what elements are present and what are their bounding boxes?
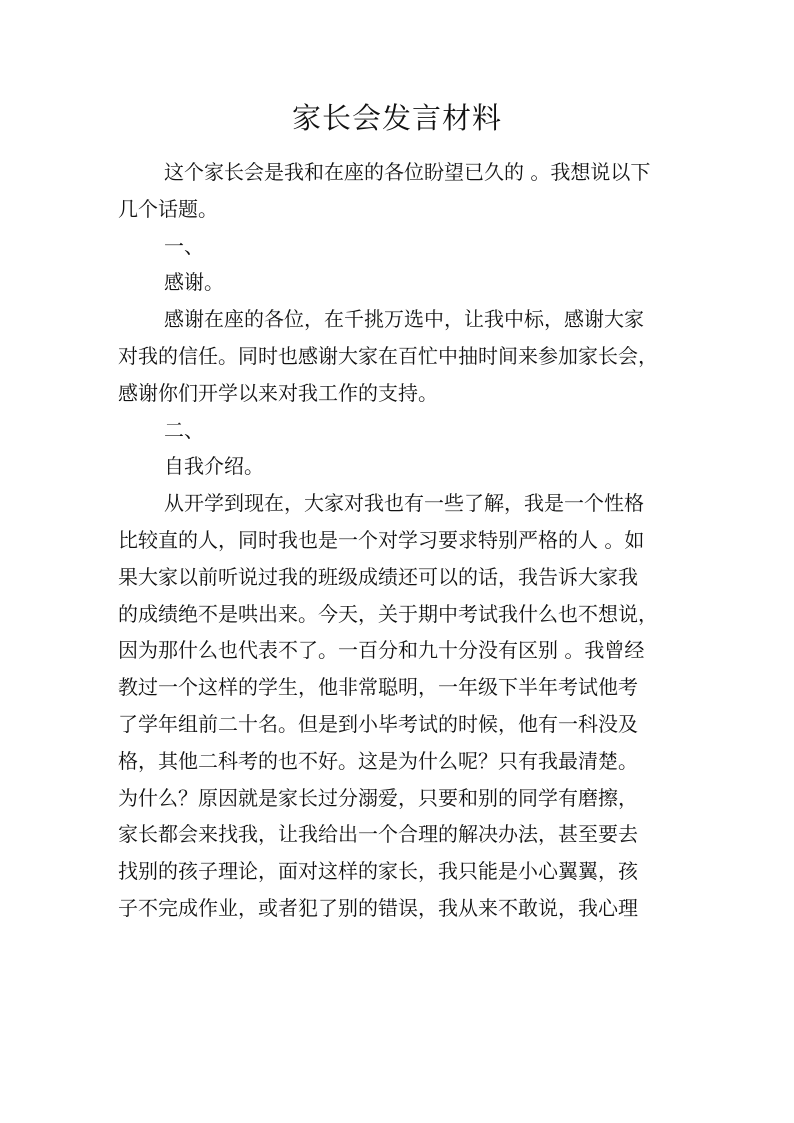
section-heading: 感谢。 <box>164 270 224 295</box>
body-line: 对我的信任。同时也感谢大家在百忙中抽时间来参加家长会， <box>118 343 658 368</box>
section-number: 一、 <box>164 233 204 258</box>
body-line: 果大家以前听说过我的班级成绩还可以的话，我告诉大家我 <box>118 564 638 589</box>
body-line: 感谢你们开学以来对我工作的支持。 <box>118 380 438 405</box>
body-line: 为什么？原因就是家长过分溺爱，只要和别的同学有磨擦， <box>118 785 638 810</box>
body-line: 感谢在座的各位，在千挑万选中，让我中标，感谢大家 <box>164 307 644 332</box>
document-body <box>118 154 674 927</box>
body-line: 的成绩绝不是哄出来。今天，关于期中考试我什么也不想说， <box>118 601 658 626</box>
body-line: 从开学到现在，大家对我也有一些了解，我是一个性格 <box>164 491 644 516</box>
body-line: 子不完成作业，或者犯了别的错误，我从来不敢说，我心理 <box>118 895 638 920</box>
document-title: 家长会发言材料 <box>291 101 502 135</box>
body-line: 这个家长会是我和在座的各位盼望已久的 。我想说以下 <box>164 160 651 184</box>
body-line: 几个话题。 <box>118 196 218 221</box>
section-number: 二、 <box>164 417 204 442</box>
body-line: 因为那什么也代表不了。一百分和九十分没有区别 。我曾经 <box>118 638 645 663</box>
body-line: 家长都会来找我，让我给出一个合理的解决办法，甚至要去 <box>118 822 638 847</box>
body-line: 格，其他二科考的也不好。这是为什么呢？只有我最清楚。 <box>118 748 638 773</box>
body-line: 比较直的人，同时我也是一个对学习要求特别严格的人 。如 <box>118 527 645 552</box>
section-heading: 自我介绍。 <box>164 454 264 479</box>
body-line: 了学年组前二十名。但是到小毕考试的时候，他有一科没及 <box>118 711 638 736</box>
body-line: 教过一个这样的学生，他非常聪明，一年级下半年考试他考 <box>118 675 638 700</box>
body-line: 找别的孩子理论，面对这样的家长，我只能是小心翼翼，孩 <box>118 859 638 884</box>
